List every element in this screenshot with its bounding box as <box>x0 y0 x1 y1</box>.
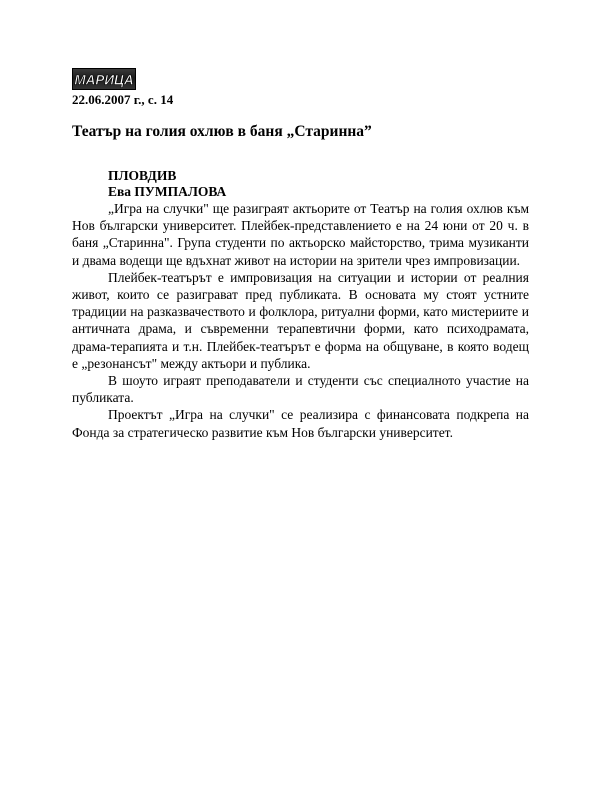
article-headline: Театър на голия охлюв в баня „Старинна” <box>72 123 372 140</box>
publication-date: 22.06.2007 г., с. 14 <box>72 92 174 107</box>
logo-text: МАРИЦА <box>74 72 134 88</box>
byline-author: Ева ПУМПАЛОВА <box>108 184 227 199</box>
newspaper-logo <box>72 68 136 90</box>
article-paragraph: Проектът „Игра на случки" се реализира с финансовата подкрепа на Фонда за стратегическо развитие към Нов български университет. <box>72 407 529 440</box>
article-body <box>72 200 529 441</box>
maritsa-logo-icon <box>73 69 135 89</box>
article-paragraph: Плейбек-театърът е импровизация на ситуации и истории от реалния живот, които се разиграват пред публиката. В основата му стоят устните традиции на разказвачеството и фолклора, ритуални форми, като мистериите и античната драма, и съвременни терапевтични форми, като психодрамата, драма-терапията и т.н. Плейбек-театърът е форма на общуване, в която водещ е „резонансът" между актьори и публика. <box>72 269 529 371</box>
article-paragraph: В шоуто играят преподаватели и студенти със специалното участие на публиката. <box>72 373 529 406</box>
article-paragraph: „Игра на случки" ще разиграят актьорите от Театър на голия охлюв към Нов български университет. Плейбек-представлението е на 24 юни от 20 ч. в баня „Старинна". Група студенти по актьорско майсторство, трима музиканти и двама водещи ще вдъхнат живот на истории на зрители чрез импровизации. <box>72 201 529 268</box>
byline-city: ПЛОВДИВ <box>108 168 177 183</box>
